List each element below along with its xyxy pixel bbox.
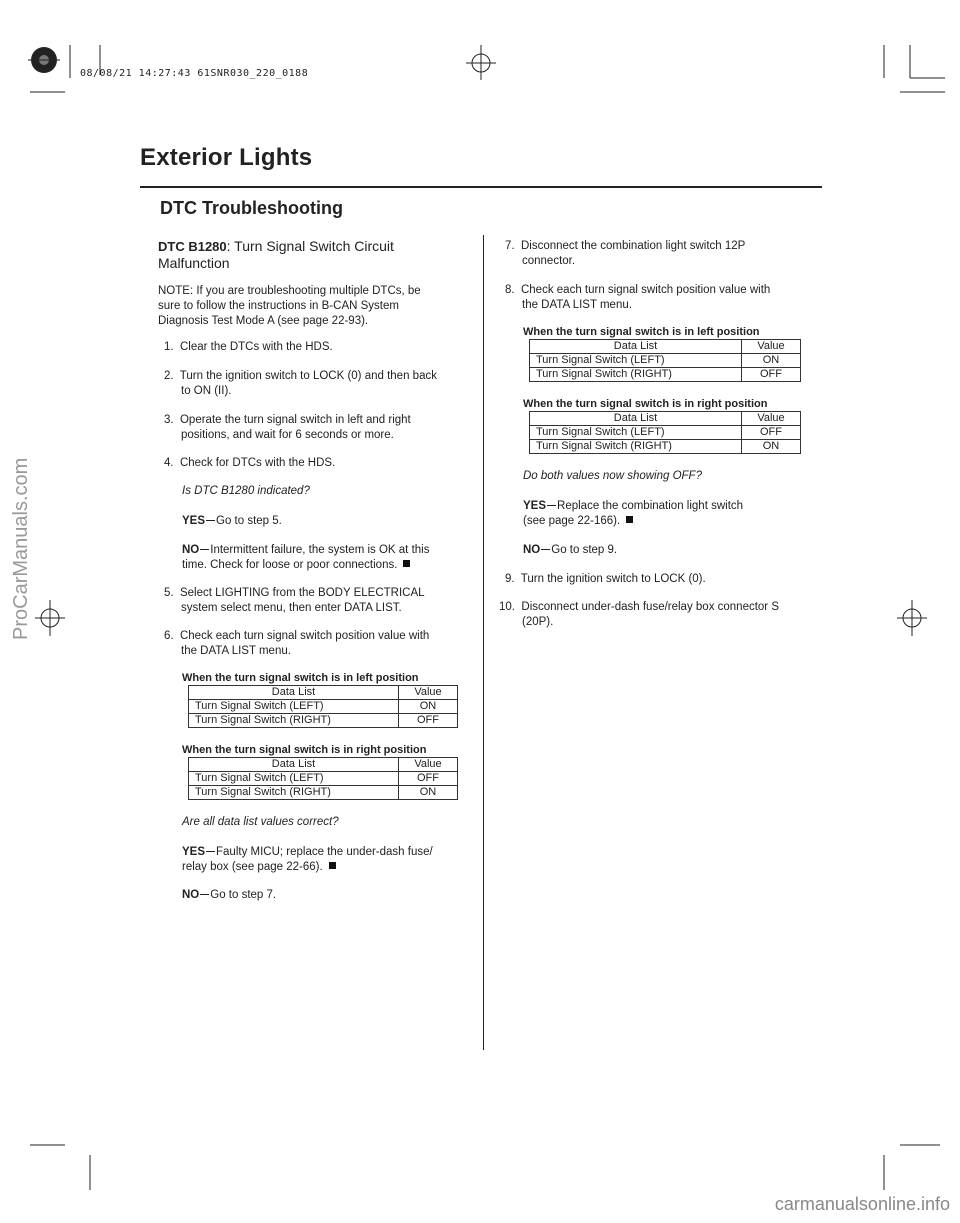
right-position-heading: When the turn signal switch is in right position	[182, 744, 427, 756]
step-5	[164, 586, 464, 616]
cell: OFF	[742, 426, 801, 440]
no-text: Go to step 9.	[551, 544, 618, 556]
step-number: 9.	[505, 573, 515, 585]
cell: OFF	[742, 368, 801, 382]
question-1: Is DTC B1280 indicated?	[182, 485, 310, 497]
cell: OFF	[399, 772, 458, 786]
cell: Turn Signal Switch (LEFT)	[530, 426, 742, 440]
step-text: (20P).	[522, 616, 554, 628]
step-text: Disconnect under-dash fuse/relay box connector S	[521, 601, 780, 613]
step-text: Clear the DTCs with the HDS.	[179, 341, 333, 353]
step-text: Check for DTCs with the HDS.	[179, 457, 336, 469]
end-mark	[403, 560, 410, 567]
step-text: Check each turn signal switch position value with	[520, 284, 771, 296]
step-10	[499, 600, 829, 630]
cell: ON	[399, 786, 458, 800]
step-text: the DATA LIST menu.	[522, 299, 632, 311]
step-text: Check each turn signal switch position value with	[179, 630, 430, 642]
col-header: Value	[742, 340, 801, 354]
yes-3	[523, 499, 823, 529]
step-text: to ON (II).	[181, 385, 232, 397]
data-table-left-1	[188, 685, 458, 728]
question-2: Are all data list values correct?	[182, 816, 339, 828]
question-3: Do both values now showing OFF?	[523, 470, 702, 482]
step-8	[505, 283, 825, 313]
step-text: Operate the turn signal switch in left and right	[179, 414, 411, 426]
cell: ON	[399, 700, 458, 714]
no-label: NO	[523, 544, 541, 556]
dtc-heading	[158, 238, 394, 271]
step-1	[164, 340, 464, 355]
dtc-code: DTC B1280	[158, 239, 227, 254]
step-text: positions, and wait for 6 seconds or more.	[181, 429, 394, 441]
cell: ON	[742, 354, 801, 368]
step-number: 5.	[164, 587, 174, 599]
cell: Turn Signal Switch (RIGHT)	[530, 368, 742, 382]
note	[158, 284, 421, 329]
cell: Turn Signal Switch (LEFT)	[189, 700, 399, 714]
col-header: Data List	[530, 340, 742, 354]
yes-1	[182, 514, 282, 529]
section-title: DTC Troubleshooting	[160, 198, 343, 218]
step-number: 4.	[164, 457, 174, 469]
step-number: 10.	[499, 601, 515, 613]
step-text: connector.	[522, 255, 576, 267]
data-table-right-2	[529, 411, 801, 454]
note-line: NOTE: If you are troubleshooting multiple DTCs, be	[158, 285, 421, 297]
step-text: the DATA LIST menu.	[181, 645, 291, 657]
cell: Turn Signal Switch (LEFT)	[189, 772, 399, 786]
right-position-heading-2: When the turn signal switch is in right position	[523, 398, 768, 410]
cell: ON	[742, 440, 801, 454]
title-rule	[140, 186, 822, 188]
yes-2	[182, 845, 472, 875]
left-position-heading-2: When the turn signal switch is in left position	[523, 326, 760, 338]
column-divider	[483, 235, 484, 1050]
step-number: 6.	[164, 630, 174, 642]
no-label: NO	[182, 889, 200, 901]
end-mark	[626, 516, 633, 523]
yes-text: Replace the combination light switch	[557, 500, 744, 512]
step-7	[505, 239, 825, 269]
yes-text: Go to step 5.	[216, 515, 282, 527]
note-line: sure to follow the instructions in B-CAN System	[158, 300, 399, 312]
col-header: Data List	[530, 412, 742, 426]
step-9	[505, 572, 825, 587]
dtc-description: : Turn Signal Switch Circuit	[226, 238, 394, 254]
yes-label: YES	[182, 846, 206, 858]
step-number: 7.	[505, 240, 515, 252]
no-text: time. Check for loose or poor connections.	[182, 559, 398, 571]
no-1	[182, 543, 472, 573]
step-number: 3.	[164, 414, 174, 426]
step-number: 8.	[505, 284, 515, 296]
cell: Turn Signal Switch (RIGHT)	[189, 786, 399, 800]
yes-label: YES	[523, 500, 547, 512]
cell: OFF	[399, 714, 458, 728]
print-stamp: 08/08/21 14:27:43 61SNR030_220_0188	[80, 68, 309, 79]
col-header: Value	[742, 412, 801, 426]
note-line: Diagnosis Test Mode A (see page 22-93).	[158, 315, 369, 327]
yes-text: (see page 22-166).	[523, 515, 621, 527]
end-mark	[329, 862, 336, 869]
no-3	[523, 543, 617, 558]
dtc-description-line2: Malfunction	[158, 255, 230, 271]
step-number: 2.	[164, 370, 174, 382]
yes-text: Faulty MICU; replace the under-dash fuse/	[216, 846, 433, 858]
col-header: Data List	[189, 758, 399, 772]
yes-label: YES	[182, 515, 206, 527]
cell: Turn Signal Switch (RIGHT)	[530, 440, 742, 454]
no-label: NO	[182, 544, 200, 556]
footer-watermark: carmanualsonline.info	[774, 1194, 950, 1214]
step-4	[164, 456, 464, 471]
step-text: Select LIGHTING from the BODY ELECTRICAL	[179, 587, 425, 599]
watermark: ProCarManuals.com	[10, 457, 32, 640]
step-text: Turn the ignition switch to LOCK (0) and then back	[179, 370, 437, 382]
col-header: Data List	[189, 686, 399, 700]
no-2	[182, 888, 276, 903]
data-table-right-1	[529, 339, 801, 382]
yes-text: relay box (see page 22-66).	[182, 861, 323, 873]
step-6	[164, 629, 464, 659]
no-text: Intermittent failure, the system is OK at this	[210, 544, 430, 556]
col-header: Value	[399, 758, 458, 772]
step-text: system select menu, then enter DATA LIST.	[181, 602, 402, 614]
step-text: Disconnect the combination light switch 12P	[520, 240, 746, 252]
page-title: Exterior Lights	[140, 144, 313, 171]
cell: Turn Signal Switch (LEFT)	[530, 354, 742, 368]
step-3	[164, 413, 464, 443]
no-text: Go to step 7.	[210, 889, 277, 901]
left-position-heading: When the turn signal switch is in left position	[182, 672, 419, 684]
col-header: Value	[399, 686, 458, 700]
step-number: 1.	[164, 341, 174, 353]
step-text: Turn the ignition switch to LOCK (0).	[520, 573, 706, 585]
data-table-left-2	[188, 757, 458, 800]
cell: Turn Signal Switch (RIGHT)	[189, 714, 399, 728]
step-2	[164, 369, 464, 399]
